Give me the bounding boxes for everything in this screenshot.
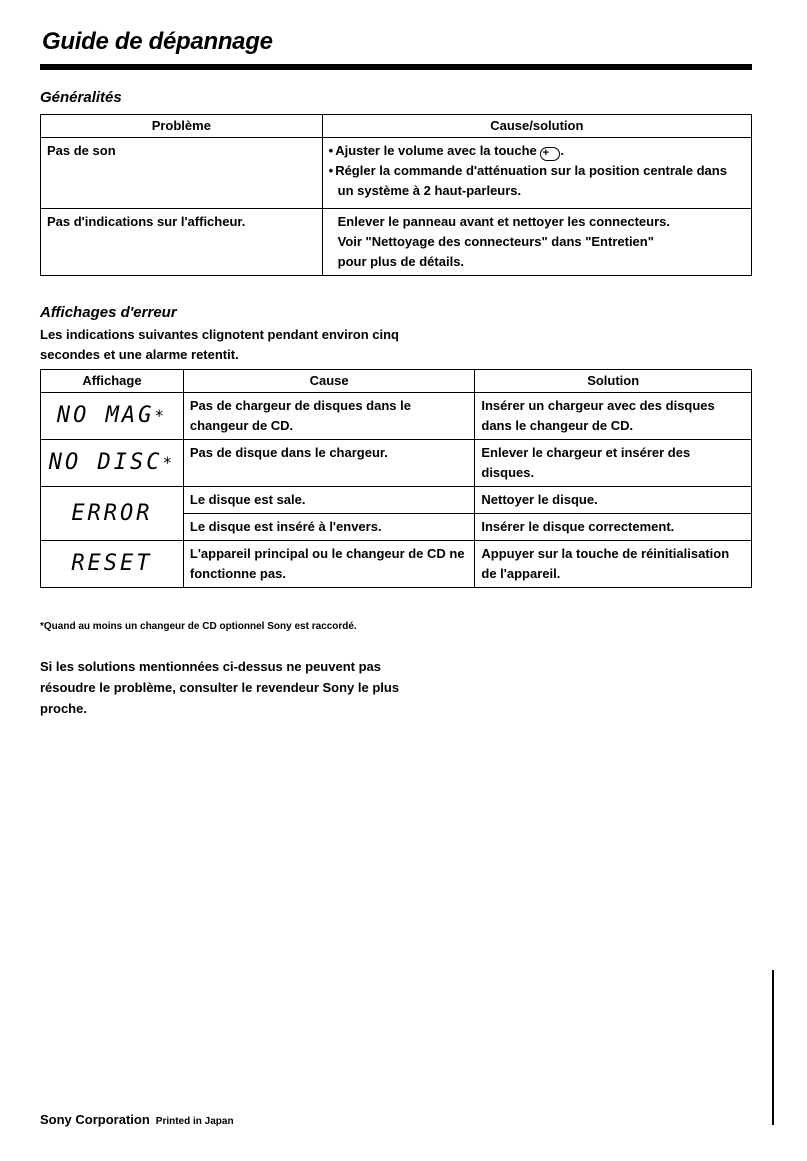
display-code: RESET: [71, 551, 153, 576]
column-header-problem: Problème: [41, 115, 323, 138]
footnote-marker: *: [154, 406, 167, 425]
table-row: [41, 487, 752, 514]
solution-cell: [322, 138, 751, 209]
error-displays-table: [40, 369, 752, 588]
column-header-display: Affichage: [41, 370, 184, 393]
problem-cell: Pas d'indications sur l'afficheur.: [41, 209, 323, 276]
footer: [40, 1112, 234, 1127]
display-code: ERROR: [71, 500, 153, 526]
section-heading-errors: Affichages d'erreur: [40, 304, 177, 321]
volume-plus-icon: +: [540, 147, 560, 161]
solution-line: pour plus de détails.: [337, 254, 465, 269]
printed-in: Printed in Japan: [155, 1116, 234, 1127]
solution-line: Enlever le panneau avant et nettoyer les connecteurs.: [337, 214, 670, 229]
problem-cell: Pas de son: [41, 138, 323, 209]
solution-text-end: .: [560, 143, 565, 158]
cause-cell: Le disque est inséré à l'envers.: [183, 514, 475, 541]
display-code: NO DISC: [48, 450, 163, 475]
section-heading-general: Généralités: [40, 89, 122, 106]
title-rule: [40, 64, 752, 70]
cause-cell: L'appareil principal ou le changeur de CD ne fonctionne pas.: [183, 541, 475, 588]
solution-cell: Enlever le chargeur et insérer des disques.: [475, 440, 752, 487]
closing-line: résoudre le problème, consulter le revendeur Sony le plus: [40, 680, 400, 695]
errors-intro: [40, 325, 399, 365]
company-name: Sony Corporation: [40, 1112, 150, 1127]
closing-line: proche.: [40, 701, 87, 716]
solution-item: • Régler la commande d'atténuation sur la position centrale dans un système à 2 haut-parleurs.: [329, 161, 745, 201]
column-header-cause-solution: Cause/solution: [322, 115, 751, 138]
table-header-row: [41, 115, 752, 138]
footnote: *Quand au moins un changeur de CD optionnel Sony est raccordé.: [40, 621, 357, 632]
footnote-marker: *: [162, 453, 176, 472]
cause-cell: Pas de disque dans le chargeur.: [183, 440, 475, 487]
page-title: Guide de dépannage: [42, 28, 273, 55]
table-row: [41, 541, 752, 588]
table-row: [41, 138, 752, 209]
closing-line: Si les solutions mentionnées ci-dessus ne peuvent pas: [40, 659, 381, 674]
closing-paragraph: [40, 656, 460, 719]
solution-cell: [322, 209, 751, 276]
solution-cell: Appuyer sur la touche de réinitialisation de l'appareil.: [475, 541, 752, 588]
solution-item: [329, 141, 745, 161]
column-header-solution: Solution: [475, 370, 752, 393]
cause-cell: Pas de chargeur de disques dans le changeur de CD.: [183, 393, 475, 440]
solution-cell: Nettoyer le disque.: [475, 487, 752, 514]
intro-line: Les indications suivantes clignotent pendant environ cinq: [40, 327, 399, 342]
solution-text: Ajuster le volume avec la touche: [335, 143, 537, 158]
display-cell: [41, 541, 184, 588]
display-cell: [41, 393, 184, 440]
solution-cell: Insérer un chargeur avec des disques dans le changeur de CD.: [475, 393, 752, 440]
table-row: [41, 209, 752, 276]
display-cell: [41, 440, 184, 487]
solution-cell: Insérer le disque correctement.: [475, 514, 752, 541]
solution-line: Voir "Nettoyage des connecteurs" dans "Entretien": [337, 234, 654, 249]
general-troubleshooting-table: [40, 114, 752, 276]
display-code: NO MAG: [56, 403, 155, 428]
table-row: [41, 440, 752, 487]
intro-line: secondes et une alarme retentit.: [40, 347, 239, 362]
display-cell: [41, 487, 184, 541]
page-edge-mark: [772, 970, 774, 1125]
column-header-cause: Cause: [183, 370, 475, 393]
table-row: [41, 393, 752, 440]
cause-cell: Le disque est sale.: [183, 487, 475, 514]
table-header-row: [41, 370, 752, 393]
